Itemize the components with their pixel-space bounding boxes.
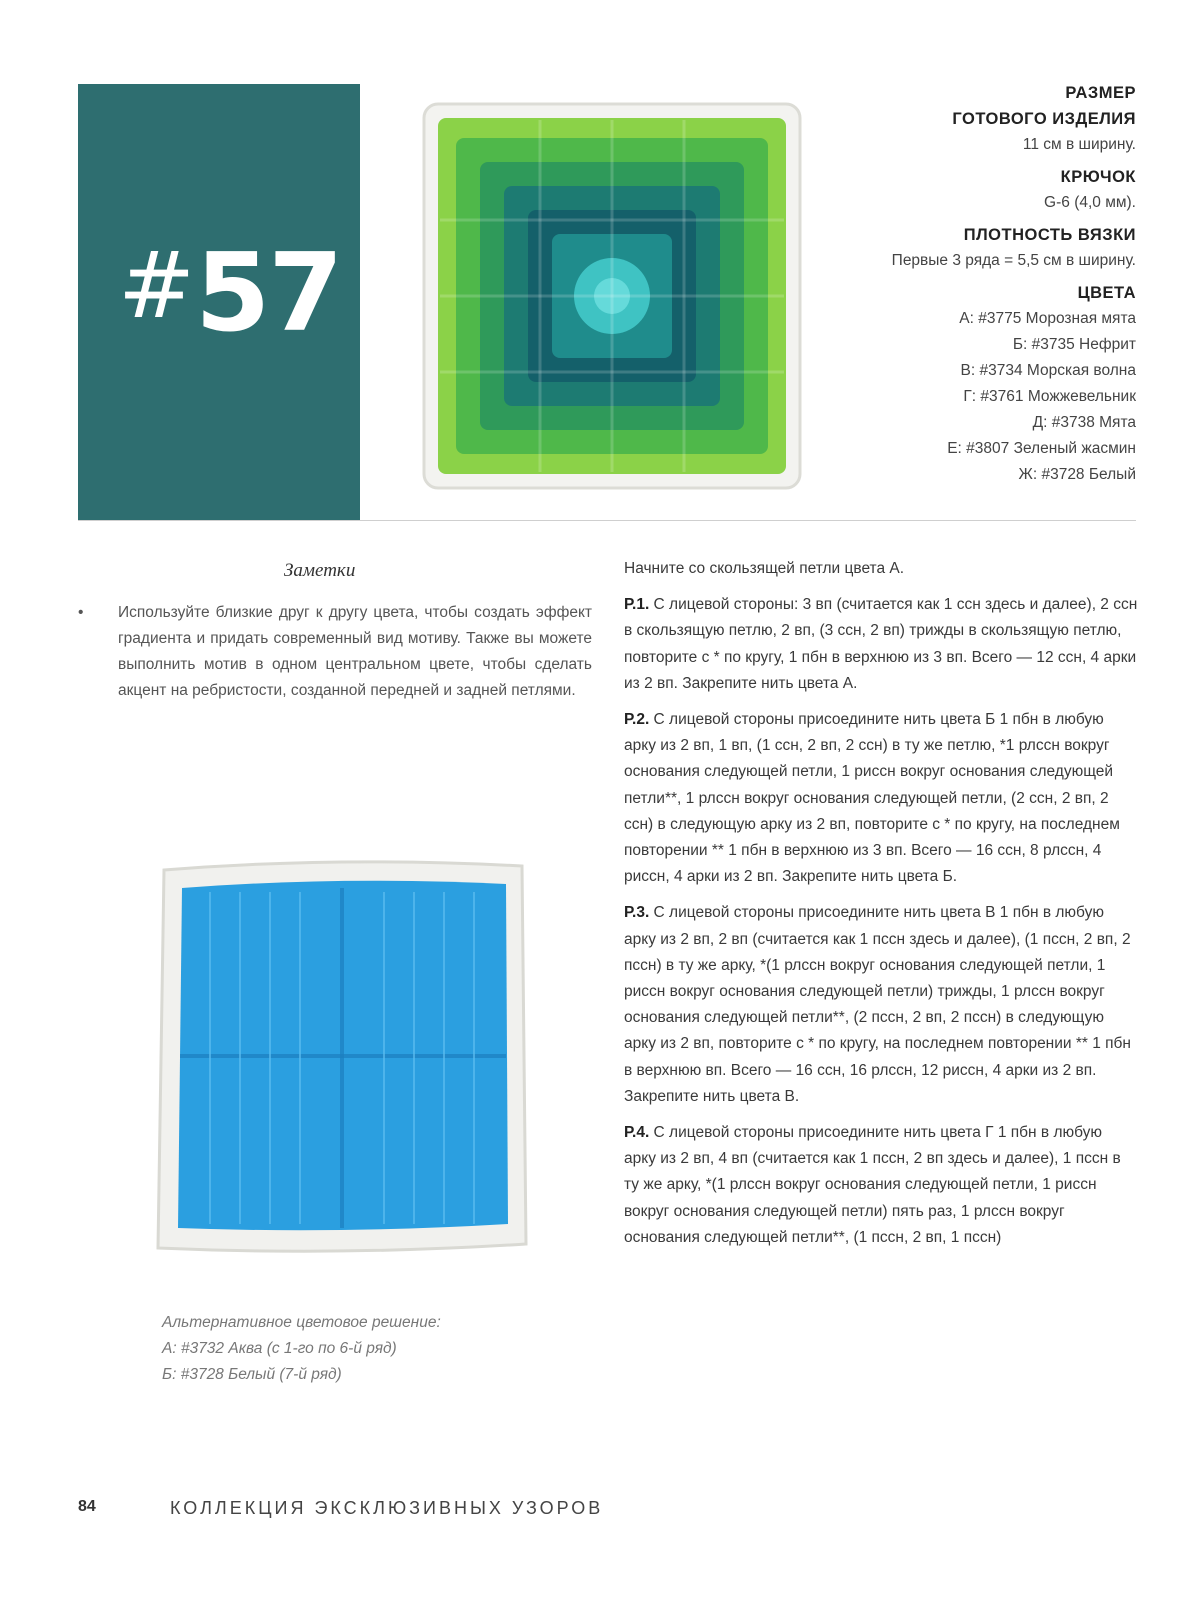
color-item: Б: #3735 Нефрит <box>1012 336 1136 353</box>
color-item: Ж: #3728 Белый <box>1018 466 1136 483</box>
specs-block <box>796 80 1136 488</box>
row-text: С лицевой стороны присоедините нить цвета Б 1 пбн в любую арку из 2 вп, 1 вп, (1 ссн, 2 вп, 2 ссн) в ту же петлю, *1 рлссн вокруг основания следующей петли, 1 риссн вокруг основания следующей петли**, 1 рлссн вокруг основания следующей петли, (2 ссн, 2 вп, 2 ссн) в следующую арку из 2 вп, повторите с * по кругу, на последнем повторении ** 1 пбн в верхнюю из 3 вп. Всего — 16 ссн, 8 рлссн, 4 риссн, 4 арки из 2 вп. Закрепите нить цвета Б. <box>624 711 1120 886</box>
row-text: С лицевой стороны присоедините нить цвета В 1 пбн в любую арку из 2 вп, 2 вп (считается как 1 псcн здесь и далее), (1 псcн, 2 вп, 2 псcн) в ту же арку, *(1 рлссн вокруг основания следующей петли, 1 риссн вокруг основания следующей петли) трижды, 1 рлссн вокруг основания следующей петли**, (2 псcн, 2 вп, 2 псcн) в следующую арку из 2 вп, повторите с * по кругу, на последнем повторении ** 1 пбн в верхнюю вп. Всего — 16 ссн, 16 рлссн, 12 риссн, 4 арки из 2 вп. Закрепите нить цвета В. <box>624 904 1131 1105</box>
color-item: Г: #3761 Можжевельник <box>963 388 1136 405</box>
alt-colorway <box>162 1310 582 1388</box>
colors-heading: ЦВЕТА <box>1077 284 1136 302</box>
color-item: Е: #3807 Зеленый жасмин <box>947 440 1136 457</box>
row-4 <box>624 1120 1138 1251</box>
page-footer <box>78 1498 604 1518</box>
alt-colorway-line: А: #3732 Аква (с 1-го по 6-й ряд) <box>162 1340 397 1357</box>
gauge-value: Первые 3 ряда = 5,5 см в ширину. <box>891 252 1136 269</box>
hook-heading: КРЮЧОК <box>1060 168 1136 186</box>
collection-title: КОЛЛЕКЦИЯ ЭКСКЛЮЗИВНЫХ УЗОРОВ <box>170 1498 604 1518</box>
page-number: 84 <box>78 1498 96 1515</box>
section-divider <box>78 520 1136 521</box>
row-3 <box>624 900 1138 1110</box>
size-value: 11 см в ширину. <box>1022 136 1136 153</box>
row-label: Р.4. <box>624 1124 650 1142</box>
instructions-intro: Начните со скользящей петли цвета А. <box>624 560 905 577</box>
row-text: С лицевой стороны: 3 вп (считается как 1 ссн здесь и далее), 2 ссн в скользящую петлю, 2 вп, (3 ссн, 2 вп) трижды в скользящую петлю, повторите с * по кругу, 1 пбн в верхнюю из 3 вп. Всего — 12 ссн, 4 арки из 2 вп. Закрепите нить цвета А. <box>624 596 1138 692</box>
notes-title: Заметки <box>284 560 356 581</box>
row-2 <box>624 707 1138 890</box>
instructions <box>624 556 1138 1261</box>
size-heading-1: РАЗМЕР <box>1065 84 1136 102</box>
size-heading-2: ГОТОВОГО ИЗДЕЛИЯ <box>952 110 1136 128</box>
pattern-number <box>118 231 342 356</box>
notes-text: Используйте близкие друг к другу цвета, чтобы создать эффект градиента и придать современный вид мотиву. Также вы можете выполнить мотив в одном центральном цвете, чтобы сделать акцент на ребристости, созданной передней и задней петлями. <box>118 604 592 699</box>
motif-photo-alternative <box>150 852 532 1260</box>
row-1 <box>624 592 1138 697</box>
row-label: Р.3. <box>624 904 650 922</box>
pattern-number-value: 57 <box>195 231 342 356</box>
color-item: Д: #3738 Мята <box>1032 414 1136 431</box>
alt-colorway-title: Альтернативное цветовое решение: <box>162 1314 441 1331</box>
row-label: Р.2. <box>624 711 650 729</box>
hook-value: G-6 (4,0 мм). <box>1044 194 1136 211</box>
row-label: Р.1. <box>624 596 650 614</box>
alt-colorway-line: Б: #3728 Белый (7-й ряд) <box>162 1366 342 1383</box>
color-item: В: #3734 Морская волна <box>960 362 1136 379</box>
notes-block <box>78 600 592 704</box>
pattern-hash: # <box>118 232 196 339</box>
bullet-icon: • <box>78 604 84 621</box>
color-item: А: #3775 Морозная мята <box>959 310 1136 327</box>
row-text: С лицевой стороны присоедините нить цвета Г 1 пбн в любую арку из 2 вп, 4 вп (считается как 1 псcн, 2 вп здесь и далее), 1 псcн в ту же арку, *(1 рлссн вокруг основания следующей петли, 1 риссн вокруг основания следующей петли) пять раз, 1 рлссн вокруг основания следующей петли**, (1 псcн, 2 вп, 1 псcн) <box>624 1124 1121 1246</box>
motif-photo-main <box>420 100 804 492</box>
gauge-heading: ПЛОТНОСТЬ ВЯЗКИ <box>963 226 1136 244</box>
